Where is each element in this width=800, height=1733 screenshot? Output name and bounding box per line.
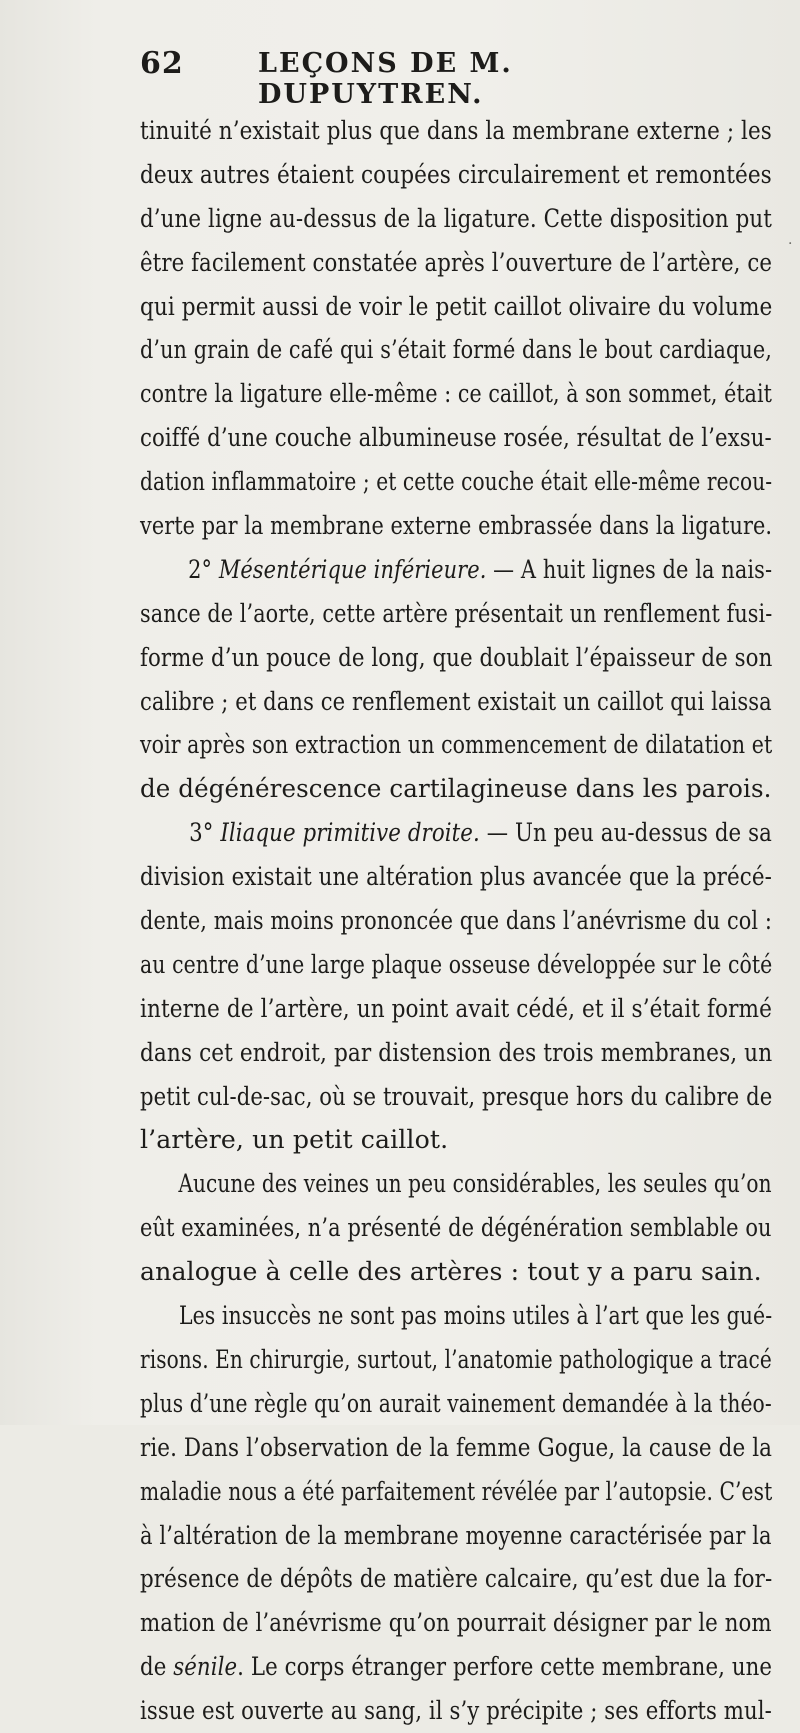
- text-line: être facilement constatée après l’ouverture de l’artère, ce: [140, 247, 773, 277]
- text-line: Aucune des veines un peu considérables, les seules qu’on: [178, 1169, 772, 1199]
- text-line: d’une ligne au-dessus de la ligature. Cette disposition put: [140, 203, 772, 233]
- text-line: forme d’un pouce de long, que doublait l’épaisseur de son: [140, 642, 773, 672]
- text-line: dente, mais moins prononcée que dans l’anévrisme du col :: [140, 906, 772, 936]
- text-line: analogue à celle des artères : tout y a paru sain.: [140, 1257, 762, 1287]
- text-line: risons. En chirurgie, surtout, l’anatomie pathologique a tracé: [140, 1344, 772, 1374]
- text-line: maladie nous a été parfaitement révélée par l’autopsie. C’est: [140, 1476, 773, 1506]
- text-line: contre la ligature elle-même : ce caillot, à son sommet, était: [140, 379, 772, 409]
- emphasis-word: sénile: [173, 1652, 238, 1682]
- section-number: 3°: [189, 818, 221, 848]
- text-line: l’artère, un petit caillot.: [140, 1125, 449, 1155]
- section-title: Mésentérique inférieure.: [218, 554, 487, 584]
- text-fragment: . Le corps étranger perfore cette membrane, une: [237, 1652, 773, 1682]
- text-line: dans cet endroit, par distension des trois membranes, un: [140, 1037, 773, 1067]
- text-line: mation de l’anévrisme qu’on pourrait désigner par le nom: [140, 1608, 772, 1638]
- text-line: à l’altération de la membrane moyenne caractérisée par la: [140, 1520, 772, 1550]
- text-line: verte par la membrane externe embrassée dans la ligature.: [140, 511, 773, 541]
- running-title: LEÇONS DE M. DUPUYTREN.: [258, 48, 513, 110]
- section-title: Iliaque primitive droite.: [220, 818, 480, 848]
- page-number: 62: [140, 46, 184, 81]
- text-line: coiffé d’une couche albumineuse rosée, résultat de l’exsu-: [140, 423, 772, 453]
- text-line: de dégénérescence cartilagineuse dans les parois.: [140, 774, 772, 804]
- text-line: petit cul-de-sac, où se trouvait, presque hors du calibre de: [140, 1081, 773, 1111]
- text-line: rie. Dans l’observation de la femme Gogue, la cause de la: [140, 1432, 773, 1462]
- paragraph-heading-line: [140, 811, 772, 855]
- text-line: Les insuccès ne sont pas moins utiles à l’art que les gué-: [178, 1301, 773, 1331]
- section-number: 2°: [188, 554, 219, 584]
- text-line: au centre d’une large plaque osseuse développée sur le côté: [140, 949, 773, 979]
- text-line: calibre ; et dans ce renflement existait un caillot qui laissa: [140, 686, 772, 716]
- text-fragment: — Un peu au-dessus de sa: [479, 818, 772, 848]
- text-line: interne de l’artère, un point avait cédé, et il s’était formé: [140, 993, 772, 1023]
- text-line: division existait une altération plus avancée que la précé-: [140, 862, 772, 892]
- text-line: voir après son extraction un commencement de dilatation et: [140, 730, 773, 760]
- body-text: [140, 109, 772, 1733]
- text-fragment: de: [140, 1652, 174, 1682]
- text-line: issue est ouverte au sang, il s’y précipite ; ses efforts mul-: [140, 1696, 772, 1726]
- paragraph-heading-line: [140, 548, 773, 592]
- text-line: plus d’une règle qu’on aurait vainement demandée à la théo-: [140, 1388, 772, 1418]
- text-line: eût examinées, n’a présenté de dégénération semblable ou: [140, 1213, 772, 1243]
- text-line: dation inflammatoire ; et cette couche était elle-même recou-: [140, 467, 773, 497]
- text-line: tinuité n’existait plus que dans la membrane externe ; les: [140, 116, 772, 145]
- text-line: d’un grain de café qui s’était formé dans le bout cardiaque,: [140, 335, 772, 365]
- text-fragment: — A huit lignes de la nais-: [486, 554, 773, 584]
- page-header: [140, 46, 740, 110]
- text-line: deux autres étaient coupées circulairement et remontées: [140, 159, 772, 189]
- text-line: [140, 1645, 773, 1689]
- text-line: sance de l’aorte, cette artère présentait un renflement fusi-: [140, 598, 773, 628]
- text-line: qui permit aussi de voir le petit caillot olivaire du volume: [140, 291, 773, 321]
- text-line: présence de dépôts de matière calcaire, qu’est due la for-: [140, 1564, 773, 1594]
- margin-mark: ·: [788, 236, 793, 252]
